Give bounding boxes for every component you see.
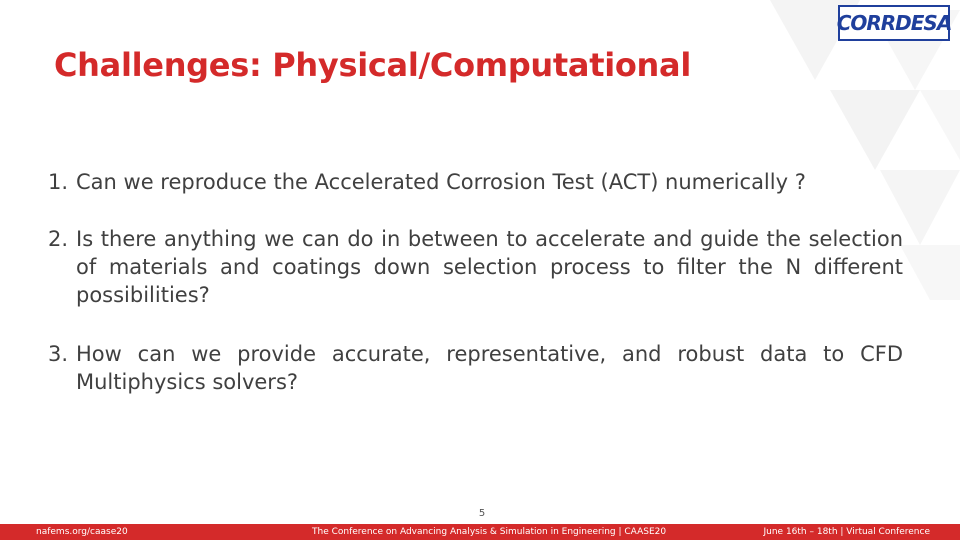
question-number: 1. xyxy=(48,170,69,194)
footer-left: nafems.org/caase20 xyxy=(36,527,128,537)
footer-right: June 16th – 18th | Virtual Conference xyxy=(763,527,930,537)
question-item-1 xyxy=(48,168,903,196)
question-text: Can we reproduce the Accelerated Corrosion Test (ACT) numerically ? xyxy=(76,170,806,194)
slide-title: Challenges: Physical/Computational xyxy=(54,46,691,84)
question-item-3 xyxy=(48,340,903,396)
question-text: Is there anything we can do in between to accelerate and guide the selection of materials and coatings down selection process to filter the N different possibilities? xyxy=(76,227,903,307)
footer-bar xyxy=(0,524,960,540)
question-number: 3. xyxy=(48,342,69,366)
logo-wordmark: CORRDESA xyxy=(836,11,952,35)
question-text: How can we provide accurate, representative, and robust data to CFD Multiphysics solvers? xyxy=(76,342,903,394)
question-number: 2. xyxy=(48,227,69,251)
page-number: 5 xyxy=(478,508,486,519)
question-item-2 xyxy=(48,225,903,309)
footer-center: The Conference on Advancing Analysis & Simulation in Engineering | CAASE20 xyxy=(312,527,667,537)
corrdesa-logo xyxy=(838,5,950,41)
